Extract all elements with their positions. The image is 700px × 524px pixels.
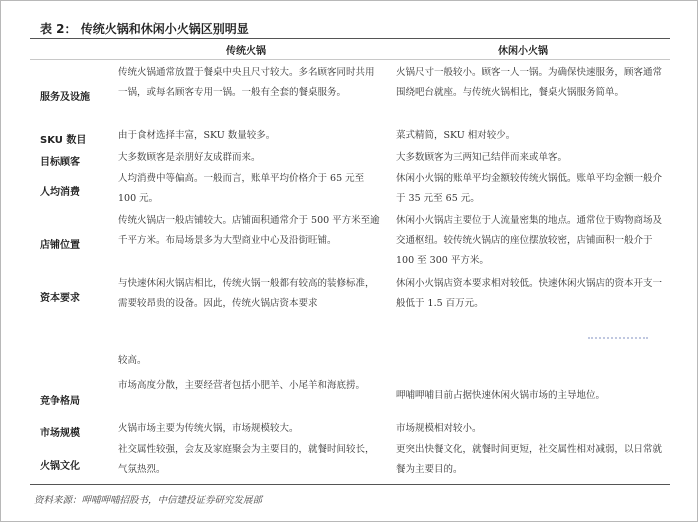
cell-culture-casual: 更突出快餐文化，就餐时间更短，社交属性相对减弱，以日常就餐为主要目的。	[396, 444, 663, 475]
cell-sku-casual: 菜式精简，SKU 相对较少。	[396, 130, 516, 141]
row-label-service: 服务及设施	[40, 92, 90, 103]
cell-target-traditional: 大多数顾客是亲朋好友成群而来。	[118, 152, 261, 163]
row-label-location: 店铺位置	[40, 240, 80, 251]
cell-competition-traditional: 市场高度分散，主要经营者包括小肥羊、小尾羊和海底捞。	[118, 380, 366, 391]
table-title: 表 2： 传统火锅和休闲小火锅区别明显	[40, 22, 249, 36]
cell-service-casual: 火锅尺寸一般较小。顾客一人一锅。为确保快速服务，顾客通常围绕吧台就座。与传统火锅相比，餐桌火锅服务简单。	[396, 67, 663, 98]
row-label-market-size: 市场规模	[40, 428, 80, 439]
cell-target-casual: 大多数顾客为三两知己结伴而来或单客。	[396, 152, 568, 163]
watermark-mark	[588, 337, 648, 339]
bottom-rule	[30, 484, 670, 485]
cell-location-traditional: 传统火锅店一般店铺较大。店铺面积通常介于 500 平方米至逾千平方米。布局场景多为大型商业中心及沿街旺铺。	[118, 215, 380, 246]
cell-location-casual: 休闲小火锅店主要位于人流量密集的地点。通常位于购物商场及交通枢纽。较传统火锅店的座位摆放较密，店铺面积一般介于 100 至 300 平方米。	[396, 215, 663, 266]
cell-spending-casual: 休闲小火锅的账单平均金额较传统火锅低。账单平均金额一般介于 35 元至 65 元。	[396, 173, 663, 204]
row-label-target: 目标顾客	[40, 157, 80, 168]
cell-capital-casual: 休闲小火锅店资本要求相对较低。快速休闲火锅店的资本开支一般低于 1.5 百万元。	[396, 278, 663, 309]
column-header-casual: 休闲小火锅	[498, 46, 548, 57]
header-rule	[30, 59, 670, 60]
row-label-capital: 资本要求	[40, 293, 80, 304]
row-label-culture: 火锅文化	[40, 461, 80, 472]
row-label-spending: 人均消费	[40, 187, 80, 198]
title-rule	[30, 38, 670, 39]
cell-service-traditional: 传统火锅通常放置于餐桌中央且尺寸较大。多名顾客同时共用一锅，或每名顾客专用一锅。一般有全套的餐桌服务。	[118, 67, 375, 98]
row-label-sku: SKU 数目	[40, 135, 87, 146]
cell-spending-traditional: 人均消费中等偏高。一般而言，账单平均价格介于 65 元至 100 元。	[118, 173, 365, 204]
column-header-traditional: 传统火锅	[226, 46, 266, 57]
cell-capital-traditional: 与快速休闲火锅店相比，传统火锅一般都有较高的装修标准，需要较昂贵的设备。因此，传统火锅店资本要求	[118, 278, 375, 309]
cell-competition-casual: 呷哺呷哺目前占据快速休闲火锅市场的主导地位。	[396, 390, 606, 401]
cell-culture-traditional: 社交属性较强，会友及家庭聚会为主要目的，就餐时间较长，气氛热烈。	[118, 444, 375, 475]
row-label-competition: 竞争格局	[40, 396, 80, 407]
cell-sku-traditional: 由于食材选择丰富，SKU 数量较多。	[118, 130, 276, 141]
cell-market-size-traditional: 火锅市场主要为传统火锅，市场规模较大。	[118, 423, 299, 434]
cell-capital-traditional-continued: 较高。	[118, 355, 147, 366]
source-note: 资料来源：呷哺呷哺招股书，中信建投证券研究发展部	[34, 495, 263, 506]
cell-market-size-casual: 市场规模相对较小。	[396, 423, 482, 434]
